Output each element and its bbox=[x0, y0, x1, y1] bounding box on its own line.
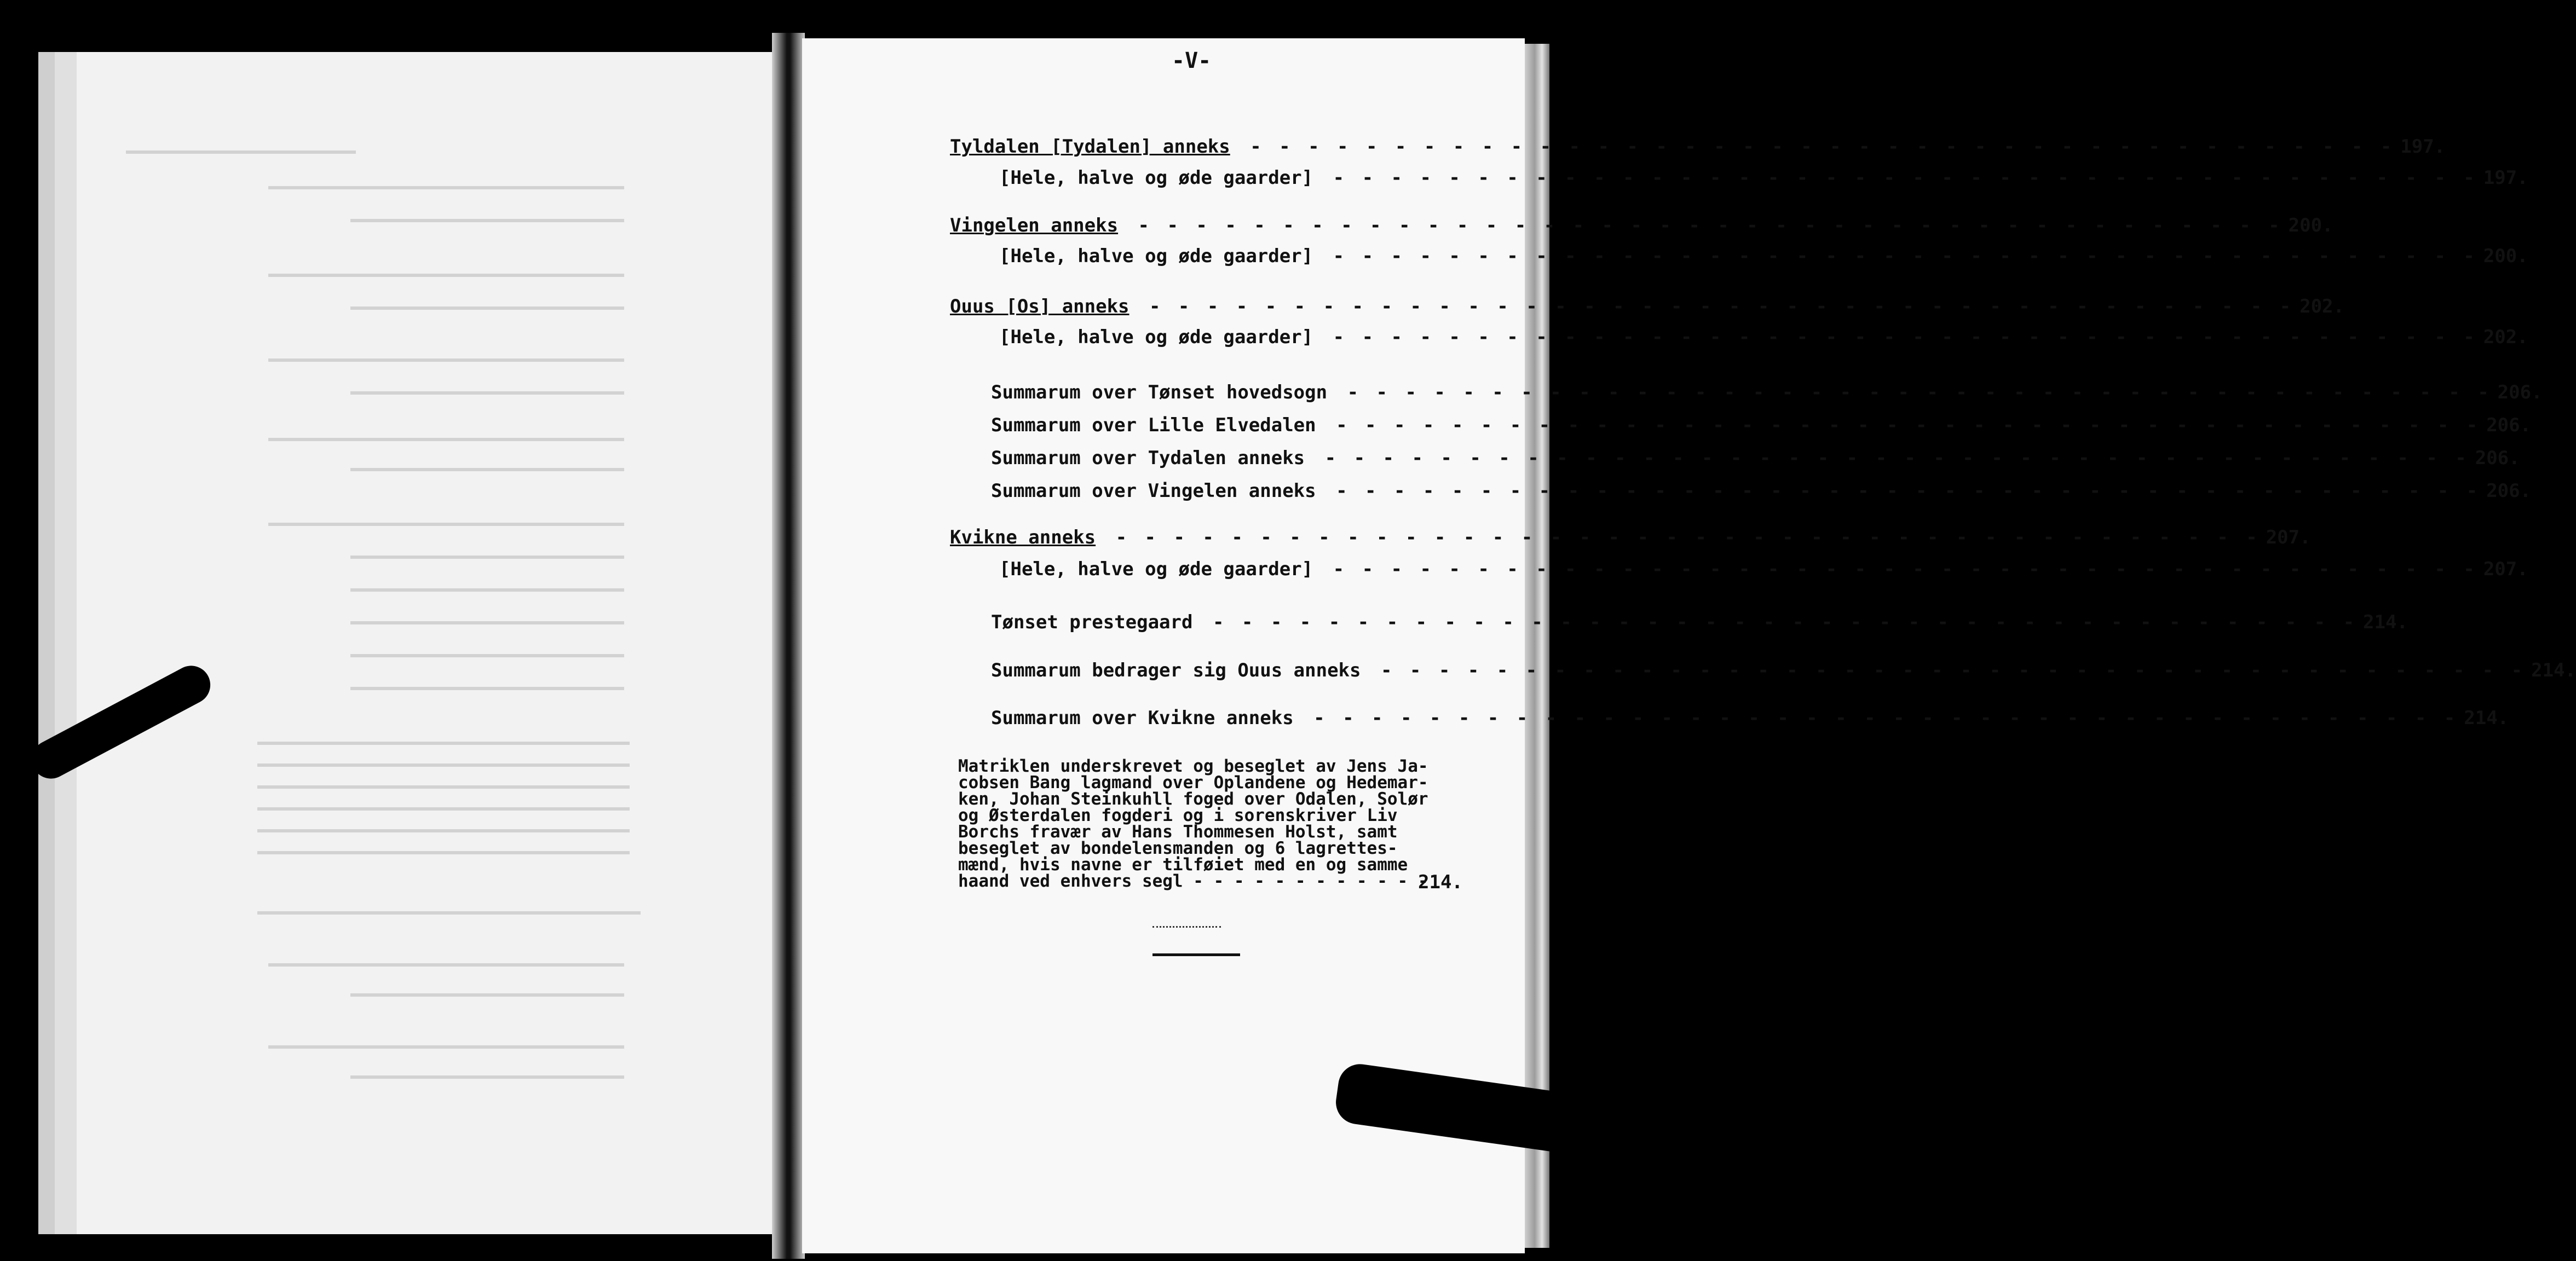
toc-entry-page: 202. bbox=[2300, 296, 2344, 317]
toc-entry bbox=[991, 447, 2520, 469]
toc-entry bbox=[991, 660, 2576, 681]
toc-entry-label: Tønset prestegaard bbox=[991, 611, 1193, 633]
page-numeral: -V- bbox=[1172, 48, 1212, 73]
toc-entry-page: 197. bbox=[2400, 136, 2446, 158]
toc-entry-page: 206. bbox=[2486, 480, 2532, 502]
toc-entry-label: Summarum bedrager sig Ouus anneks bbox=[991, 660, 1361, 681]
closing-page-number: 214. bbox=[1418, 871, 1463, 893]
toc-entry-label: [Hele, halve og øde gaarder] bbox=[999, 326, 1313, 348]
toc-entry-page: 214. bbox=[2464, 707, 2509, 729]
bleedthrough-text bbox=[77, 52, 772, 1234]
toc-entry-label: [Hele, halve og øde gaarder] bbox=[999, 245, 1313, 267]
toc-leader-dashes: - - - - - - - - - - - - - - - - - - - - - - - - - - - - - - - - - - - - - - - - bbox=[1333, 381, 2492, 403]
toc-entry bbox=[991, 707, 2509, 729]
toc-entry-label: Summarum over Vingelen anneks bbox=[991, 480, 1316, 502]
toc-leader-dashes: - - - - - - - - - - - - - - - - - - - - - - - - - - - - - - - - - - - - - - - - bbox=[1318, 167, 2478, 189]
toc-entry bbox=[999, 167, 2528, 189]
toc-entry bbox=[999, 326, 2528, 348]
toc-entry-label: Kvikne anneks bbox=[950, 527, 1096, 548]
left-page-bleedthrough bbox=[77, 52, 772, 1234]
toc-entry-page: 206. bbox=[2497, 381, 2543, 403]
toc-entry bbox=[991, 611, 2408, 633]
book-gutter bbox=[772, 33, 805, 1259]
toc-entry bbox=[991, 381, 2543, 403]
toc-leader-dashes: - - - - - - - - - - - - - - - - - - - - - - - - - - - - - - - - - - - - - - - - bbox=[1321, 480, 2481, 502]
toc-leader-dashes: - - - - - - - - - - - - - - - - - - - - - - - - - - - - - - - - - - - - - - - - bbox=[1318, 245, 2478, 267]
toc-entry bbox=[991, 480, 2532, 502]
toc-leader-dashes: - - - - - - - - - - - - - - - - - - - - - - - - - - - - - - - - - - - - - - - - bbox=[1123, 215, 2283, 236]
toc-leader-dashes: - - - - - - - - - - - - - - - - - - - - - - - - - - - - - - - - - - - - - - - - bbox=[1318, 326, 2478, 348]
toc-leader-dashes: - - - - - - - - - - - - - - - - - - - - - - - - - - - - - - - - - - - - - - - - bbox=[1310, 447, 2470, 469]
toc-entry bbox=[950, 215, 2333, 236]
toc-entry-label: Summarum over Kvikne anneks bbox=[991, 707, 1294, 729]
end-rule bbox=[1152, 953, 1240, 956]
toc-leader-dashes: - - - - - - - - - - - - - - - - - - - - - - - - - - - - - - - - - - - - - - - - bbox=[1198, 611, 2358, 633]
toc-entry-page: 206. bbox=[2486, 414, 2532, 436]
toc-entry-page: 200. bbox=[2288, 215, 2333, 236]
toc-entry-label: [Hele, halve og øde gaarder] bbox=[999, 167, 1313, 189]
toc-entry-page: 200. bbox=[2483, 245, 2528, 267]
toc-entry-page: 207. bbox=[2266, 527, 2311, 548]
toc-entry-label: Summarum over Lille Elvedalen bbox=[991, 414, 1316, 436]
toc-entry-label: Tyldalen [Tydalen] anneks bbox=[950, 136, 1230, 158]
toc-entry-label: Vingelen anneks bbox=[950, 215, 1119, 236]
toc-entry-page: 214. bbox=[2531, 660, 2576, 681]
toc-leader-dashes: - - - - - - - - - - - - - - - - - - - - - - - - - - - - - - - - - - - - - - - - bbox=[1101, 527, 2261, 548]
dotted-separator bbox=[1152, 926, 1221, 928]
toc-leader-dashes: - - - - - - - - - - - - - - - - - - - - - - - - - - - - - - - - - - - - - - - - bbox=[1235, 136, 2395, 158]
toc-entry bbox=[999, 245, 2528, 267]
toc-entry-page: 214. bbox=[2363, 611, 2408, 633]
toc-entry-page: 202. bbox=[2483, 326, 2528, 348]
toc-entry bbox=[999, 558, 2528, 580]
toc-entry-page: 207. bbox=[2483, 558, 2528, 580]
toc-entry bbox=[991, 414, 2532, 436]
closing-paragraph: Matriklen underskrevet og beseglet av Jens Ja- cobsen Bang lagmand over Oplandene og Hedemar- ken, Johan Steinkuhll foged over Odalen, Solør og Østerdalen fogderi og i sorenskriver Liv Borchs fravær av Hans Thommesen Holst, samt beseglet av bondelensmanden og 6 lagrettes- mænd, hvis navne er tilføiet med en og samme haand ved enhvers segl - - - - - - - - - - - - bbox=[958, 756, 1428, 891]
toc-leader-dashes: - - - - - - - - - - - - - - - - - - - - - - - - - - - - - - - - - - - - - - - - bbox=[1134, 296, 2295, 317]
toc-entry-page: 197. bbox=[2483, 167, 2528, 189]
toc-leader-dashes: - - - - - - - - - - - - - - - - - - - - - - - - - - - - - - - - - - - - - - - - bbox=[1366, 660, 2526, 681]
toc-leader-dashes: - - - - - - - - - - - - - - - - - - - - - - - - - - - - - - - - - - - - - - - - bbox=[1299, 707, 2459, 729]
toc-leader-dashes: - - - - - - - - - - - - - - - - - - - - - - - - - - - - - - - - - - - - - - - - bbox=[1321, 414, 2481, 436]
toc-entry-page: 206. bbox=[2475, 447, 2520, 469]
toc-entry bbox=[950, 296, 2344, 317]
toc-entry-label: Summarum over Tønset hovedsogn bbox=[991, 381, 1328, 403]
toc-entry-label: Ouus [Os] anneks bbox=[950, 296, 1129, 317]
toc-entry-label: [Hele, halve og øde gaarder] bbox=[999, 558, 1313, 580]
toc-entry-label: Summarum over Tydalen anneks bbox=[991, 447, 1305, 469]
toc-leader-dashes: - - - - - - - - - - - - - - - - - - - - - - - - - - - - - - - - - - - - - - - - bbox=[1318, 558, 2478, 580]
toc-entry bbox=[950, 136, 2446, 158]
toc-entry bbox=[950, 527, 2311, 548]
